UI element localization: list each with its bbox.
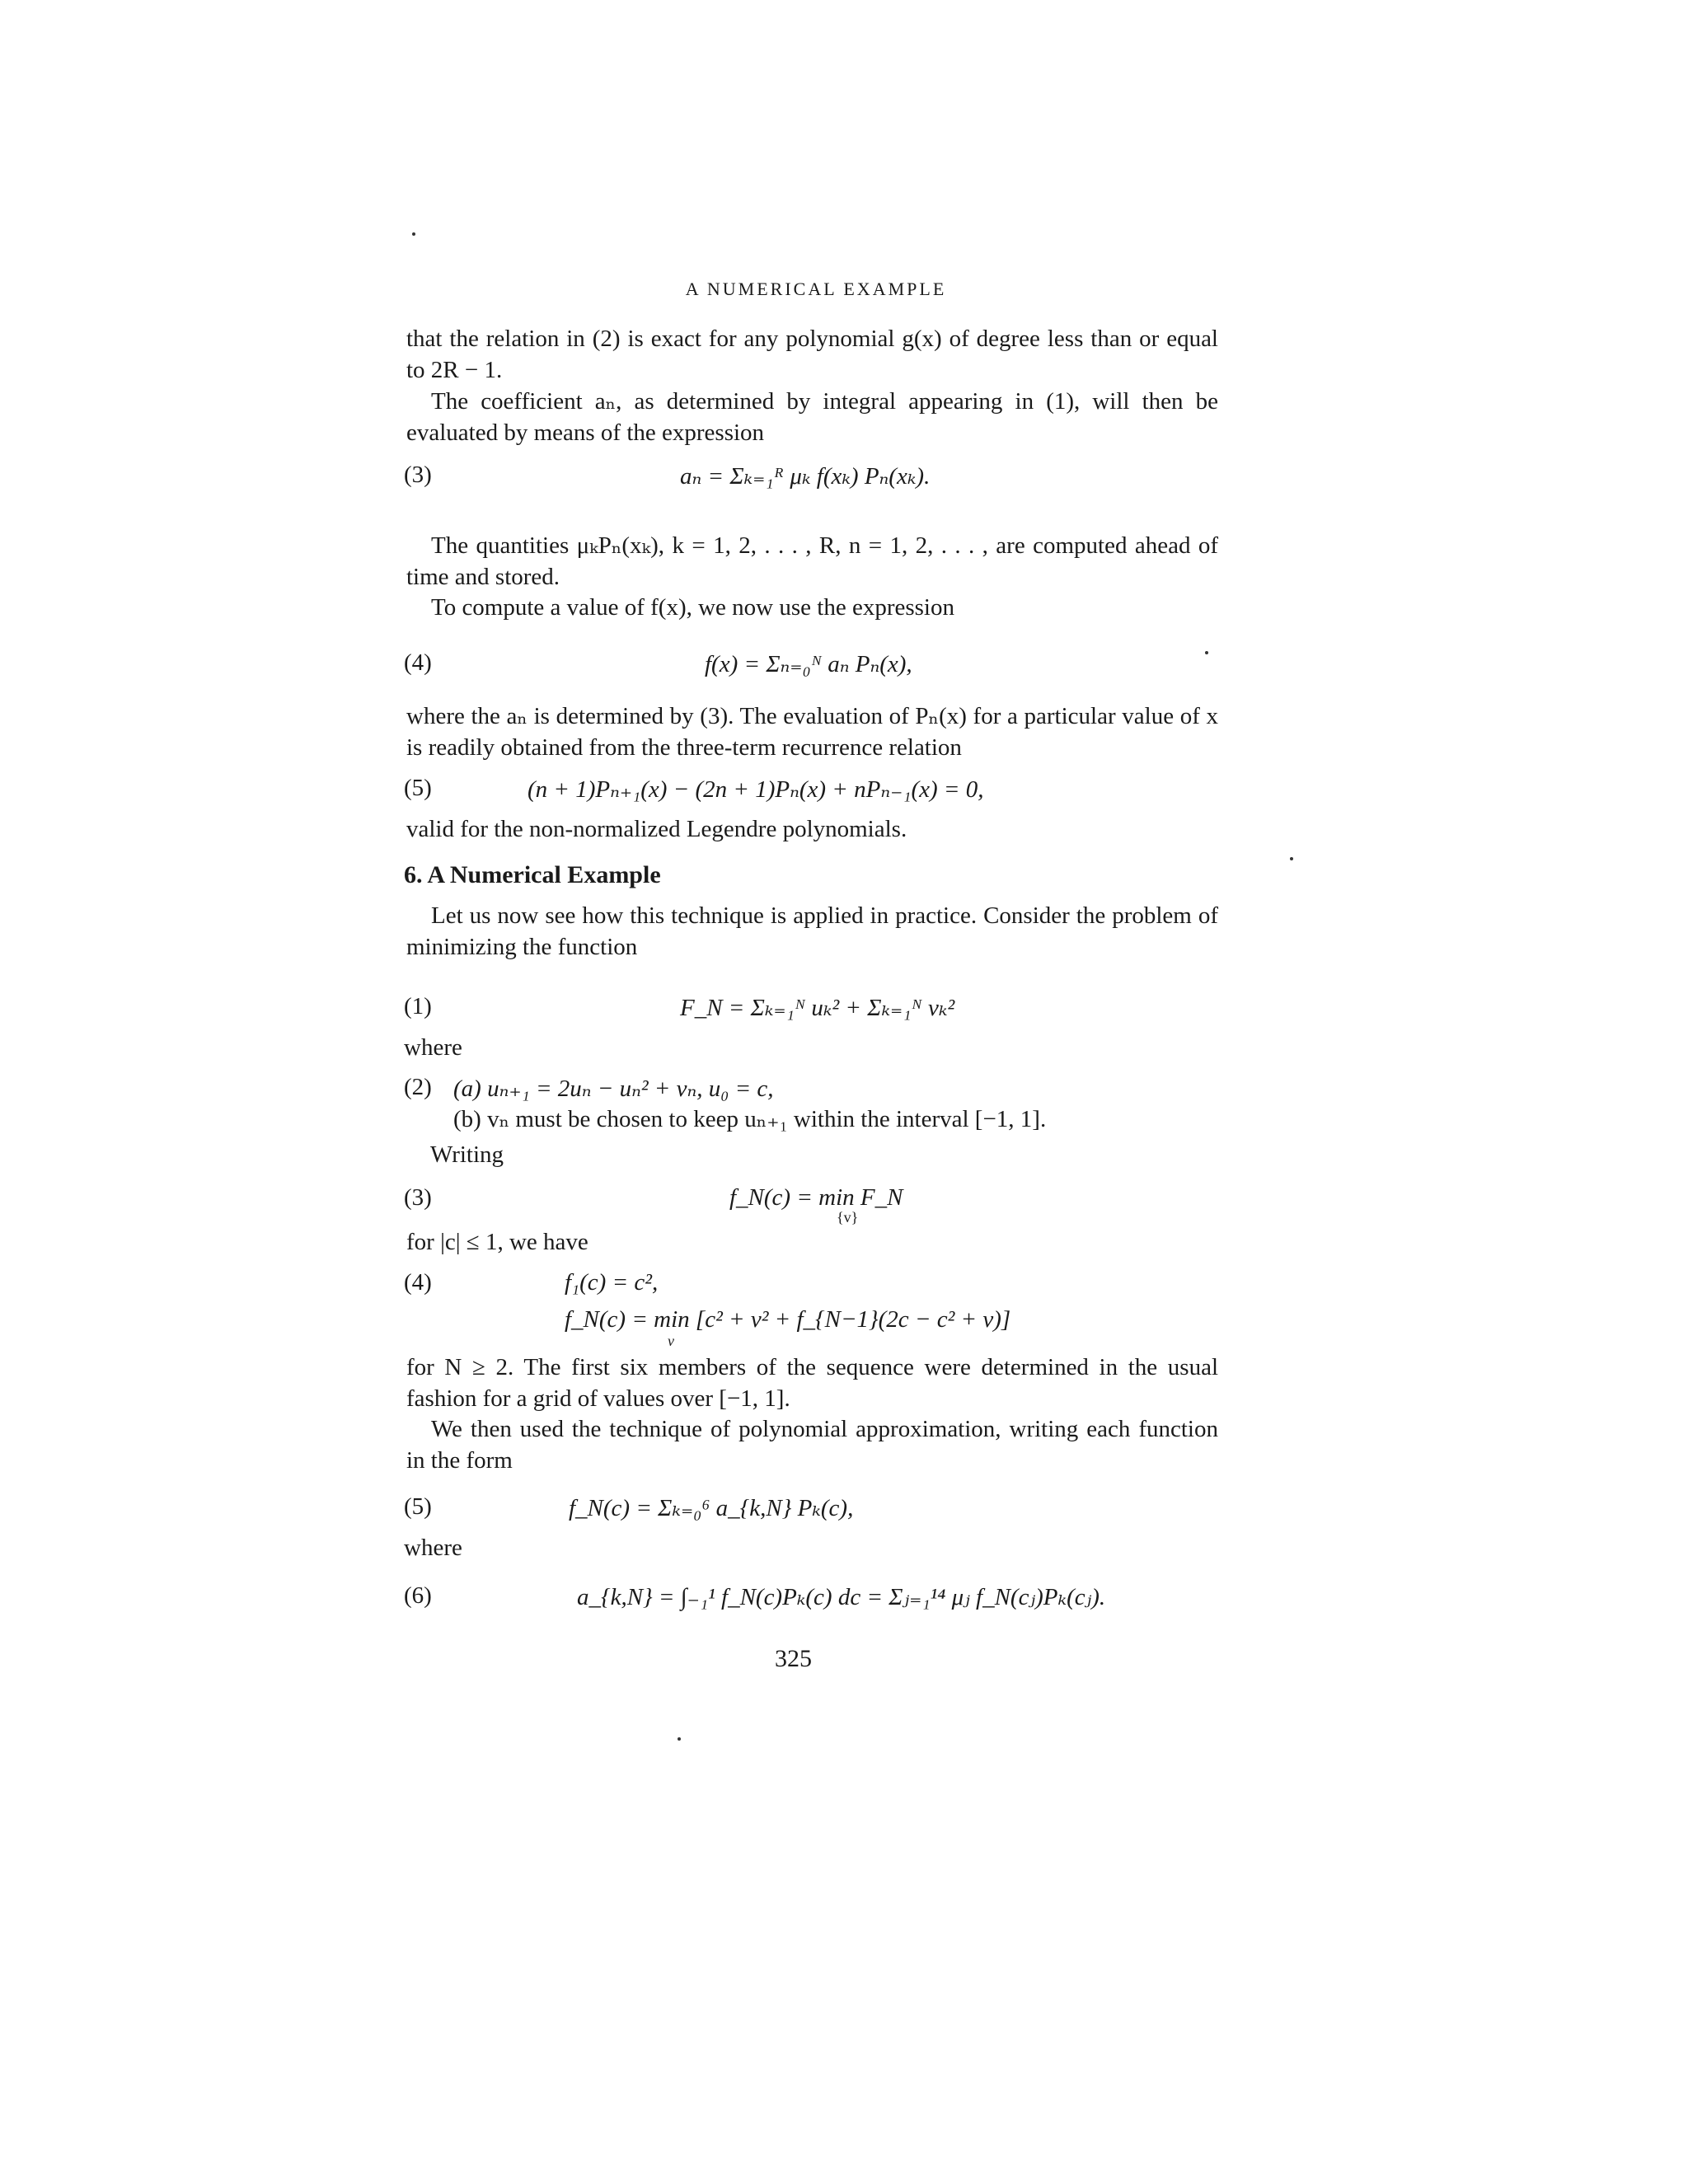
equation-body: (n + 1)Pₙ₊₁(x) − (2n + 1)Pₙ(x) + nPₙ₋₁(x) = 0,	[528, 776, 984, 803]
equation-body: f(x) = Σₙ₌₀ᴺ aₙ Pₙ(x),	[705, 651, 912, 677]
paragraph-3: The quantities μₖPₙ(xₖ), k = 1, 2, . . . , R, n = 1, 2, . . . , are computed ahead of time and stored.	[406, 532, 1218, 590]
equation-number: (5)	[404, 1493, 432, 1520]
equation-subscript: v	[668, 1333, 674, 1349]
equation-body: F_N = Σₖ₌₁ᴺ uₖ² + Σₖ₌₁ᴺ vₖ²	[680, 995, 955, 1021]
equation-s4b	[404, 1306, 1228, 1356]
paragraph-1: that the relation in (2) is exact for any polynomial g(x) of degree less than or equal to 2R − 1.	[406, 326, 1218, 383]
paragraph-6: valid for the non-normalized Legendre polynomials.	[406, 816, 907, 842]
where-label-2: where	[404, 1535, 462, 1561]
paragraph-4: To compute a value of f(x), we now use the expression	[431, 594, 954, 621]
paragraph-9: for N ≥ 2. The first six members of the sequence were determined in the usual fashion for a grid of values over [−1, 1].	[406, 1354, 1218, 1412]
equation-body: f₁(c) = c²,	[565, 1269, 659, 1296]
scan-speck	[1205, 651, 1208, 654]
paragraph-10: We then used the technique of polynomial approximation, writing each function in the form	[406, 1416, 1218, 1474]
paragraph-2: The coefficient aₙ, as determined by integral appearing in (1), will then be evaluated by means of the expression	[406, 388, 1218, 446]
paragraph-8: for |c| ≤ 1, we have	[406, 1229, 588, 1255]
equation-body: f_N(c) = min F_N	[729, 1184, 903, 1211]
page-number: 325	[775, 1645, 812, 1672]
equation-number: (5)	[404, 775, 432, 801]
equation-body: (a) uₙ₊₁ = 2uₙ − uₙ² + vₙ, u₀ = c,	[453, 1076, 774, 1102]
equation-number: (4)	[404, 1269, 432, 1296]
equation-number: (1)	[404, 993, 432, 1019]
equation-number: (3)	[404, 1184, 432, 1211]
equation-body: a_{k,N} = ∫₋₁¹ f_N(c)Pₖ(c) dc = Σⱼ₌₁¹⁴ μⱼ f_N(cⱼ)Pₖ(cⱼ).	[577, 1584, 1106, 1610]
equation-body: f_N(c) = Σₖ₌₀⁶ a_{k,N} Pₖ(c),	[569, 1495, 854, 1521]
equation-body: f_N(c) = min [c² + v² + f_{N−1}(2c − c² + v)]	[565, 1306, 1011, 1333]
equation-body: aₙ = Σₖ₌₁ᴿ μₖ f(xₖ) Pₙ(xₖ).	[680, 463, 931, 490]
equation-number: (6)	[404, 1582, 432, 1609]
scan-speck	[412, 232, 415, 236]
writing-label: Writing	[430, 1141, 504, 1168]
equation-s5	[404, 1493, 1228, 1543]
scan-speck	[1290, 857, 1293, 860]
equation-s2b	[404, 1104, 1228, 1154]
equation-number: (4)	[404, 649, 432, 676]
equation-number: (2)	[404, 1074, 432, 1100]
equation-3	[404, 462, 1228, 511]
paragraph-7: Let us now see how this technique is applied in practice. Consider the problem of minimizing the function	[406, 902, 1218, 960]
equation-body: (b) vₙ must be chosen to keep uₙ₊₁ within the interval [−1, 1].	[453, 1106, 1047, 1132]
equation-number: (3)	[404, 462, 432, 488]
equation-subscript: {v}	[837, 1209, 859, 1226]
equation-4	[404, 649, 1228, 699]
running-head: A NUMERICAL EXAMPLE	[685, 279, 947, 299]
equation-s1	[404, 993, 1228, 1043]
scan-speck	[678, 1737, 681, 1741]
equation-s6	[404, 1582, 1228, 1632]
section-heading: 6. A Numerical Example	[404, 861, 661, 888]
paragraph-5: where the aₙ is determined by (3). The evaluation of Pₙ(x) for a particular value of x is readily obtained from the three-term recurrence relation	[406, 703, 1218, 761]
where-label-1: where	[404, 1034, 462, 1061]
